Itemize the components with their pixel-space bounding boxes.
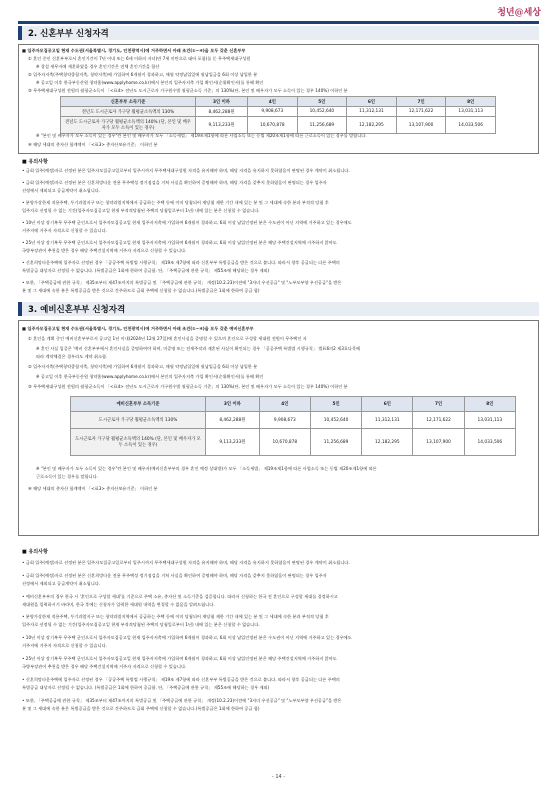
notice-bullet: • 25년 이상 장기복무 무주택 군인으로서 입주자모집공고일 현재 입주자저축에 가입하여 6개월이 경과하고, 6회 이상 납입인정된 분은 해당 주택건설지역에 거주하지 않아도 bbox=[22, 656, 337, 661]
notice-bullet: 세대원을 입력하시기 바라며, 한국 후에는 신청자가 입력한 세대원 내역을 변경할 수 없음을 알려드립니다. bbox=[22, 602, 215, 607]
table-cell: 10,670,878 bbox=[247, 117, 297, 134]
table-header-cell: 8인 bbox=[446, 97, 496, 107]
notice-bullet: • 분양가상한제 적용주택, 투기과열지구 또는 청약과열지역에서 공급하는 주택 등에 이미 당첨되어 재당첨 제한 기간 내에 있는 분 및 그 세대에 속한 분과 부적격 당첨 후 bbox=[22, 614, 329, 619]
table-cell: 13,031,113 bbox=[446, 107, 496, 117]
table-cell: 11,256,689 bbox=[297, 117, 347, 134]
table-header-cell: 7인 bbox=[413, 397, 464, 412]
notice-bullet: 거주지에 거주자 자격으로 신청할 수 있습니다. bbox=[22, 643, 107, 648]
notice-bullet: 특별공급 대상자로 선정될 수 없습니다. (특별공급은 1회에 한하여 공급함. 단, 「주택공급에 관한 규칙」 제55조에 해당하는 경우 제외) bbox=[22, 685, 270, 690]
table-cell: 14,033,506 bbox=[464, 429, 515, 456]
notice-bullet: • 25년 이상 장기복무 무주택 군인으로서 입주자모집공고일 현재 입주자저축에 가입하여 6개월이 경과하고, 6회 이상 납입인정된 분은 해당 주택건설지역에 거주하지 않아도 bbox=[22, 240, 337, 245]
requirement-line: ■ 입주자모집공고일 현재 수도권(서울특별시, 경기도, 인천광역시)에 거주하면서 아래 조건(①~④)을 모두 갖춘 예비신혼부부 bbox=[22, 326, 254, 331]
requirement-line: ■ 입주자모집공고일 현재 수도권(서울특별시, 경기도, 인천광역시)에 거주하면서 아래 조건(①~④)을 모두 갖춘 신혼부부 bbox=[22, 48, 246, 53]
table-header-cell: 4인 bbox=[247, 97, 297, 107]
table-cell: 9,908,673 bbox=[247, 107, 297, 117]
income-table-prenewlywed bbox=[70, 396, 516, 456]
table-header-cell: 6인 bbox=[347, 97, 397, 107]
requirement-line: ④ 해당 세대의 총자산 합계액이 「<표3> 총자산보유기준」 이하인 분 bbox=[28, 142, 158, 147]
requirement-note: ※ 혼인 사실 입증은 '예비 신혼부부에서 혼인사실을 증명하여야 하며, 미증명 또는 전세주작과 재혼된 사실이 확인되는 경우 「공공주택 특별법 시행규칙」 별표6의2 제3호다목에 bbox=[36, 346, 361, 351]
notice-bullet: • 예비신혼부부의 경우 한국 시 '혼인으로 구성할 세대'를 기준으로 주택 소유, 총자산 및 소득기준을 검증합니다. 따라서 신청하는 한국 전 혼인으로 구성할 세대를 결정하시고 bbox=[22, 594, 338, 599]
notice-bullet: 특별공급 대상자로 선정될 수 없습니다. (특별공급은 1회에 한하여 공급함. 단, 「주택공급에 관한 규칙」 제55조에 해당하는 경우 제외) bbox=[22, 268, 270, 273]
notice-bullet: • 신혼희망타운주택에 입주자로 선정된 경우 「공공주택 특별법 시행규칙」 제19조 제7항에 따라 신혼부부 특별공급을 받은 것으로 봅니다. 따라서 향후 공급되는 다른 주택의 bbox=[22, 677, 340, 682]
table-cell: 전년도 도시근로자 가구당 월평균소득액의 130% bbox=[61, 107, 196, 117]
page-number: - 14 - bbox=[271, 774, 286, 780]
notice-bullet: 분 및 그 세대에 속한 분은 특별공급을 받은 것으로 간주하므로 금회 주택에 신청할 수 없습니다.(특별공급은 1회에 한하여 공급 함) bbox=[22, 706, 260, 711]
table-cell: 9,908,673 bbox=[259, 412, 310, 429]
section-heading-newlywed bbox=[18, 26, 539, 40]
requirement-line: ② 입주자저축(주택청약종합저축, 청약저축)에 가입하여 6개월이 경과하고, 매월 약정납입일에 월납입금을 6회 이상 납입한 분 bbox=[28, 364, 258, 369]
table-cell: 13,107,900 bbox=[413, 429, 464, 456]
requirement-line: ③ 무주택세대구성원 전원의 월평균소득이 「<표4> 전년도 도시근로자 가구원수별 월평균소득 기준」의 130%(단, 본인 및 배우자가 모두 소득이 있는 경우 140%) 이하인 분 bbox=[28, 384, 348, 389]
income-note: 근로소득이 있는 경우를 말합니다. bbox=[36, 474, 98, 479]
requirement-line: ② 입주자저축(주택청약종합저축, 청약저축)에 가입하여 6개월이 경과하고, 매월 약정납입일에 월납입금을 6회 이상 납입한 분 bbox=[28, 72, 258, 77]
table-header-row bbox=[71, 397, 516, 412]
notice-heading: ■ 유의사항 bbox=[22, 159, 48, 165]
notice-bullet: 거주지에 거주자 자격으로 신청할 수 있습니다. bbox=[22, 228, 107, 233]
notice-heading: ■ 유의사항 bbox=[22, 549, 48, 555]
table-cell: 12,182,295 bbox=[347, 117, 397, 134]
table-header-cell: 7인 bbox=[396, 97, 446, 107]
notice-bullet: • 금회 입주(예정)자로 선정된 분은 신혼희망타운 전용 무주택성 정기점검을 거쳐 사실을 확인하여 증명해야 하며, 해당 자격을 갖추지 못하였음이 판명되는 경우 입주자 bbox=[22, 180, 327, 185]
table-cell: 13,107,900 bbox=[396, 117, 446, 134]
income-note: ※ "본인 및 배우자가 모두 소득이 있는 경우"란 본인 및 배우자가 모두 「소득세법」 제19조제1항에 따른 사업소득 또는 동법 제20조제1항에 따른 근로소득이 있는 경우를 말합니다. bbox=[36, 133, 367, 138]
notice-bullet: 선정에서 제외되고 공급계약이 취소됩니다. bbox=[22, 581, 101, 586]
table-cell: 10,452,640 bbox=[310, 412, 361, 429]
table-cell: 14,033,506 bbox=[446, 117, 496, 134]
header-rule bbox=[18, 21, 539, 24]
table-cell: 12,171,622 bbox=[413, 412, 464, 429]
requirement-note: 따라 계약체결은 경우라도 계약 취소함. bbox=[36, 354, 108, 359]
section-heading-prenewlywed bbox=[18, 302, 539, 316]
section-title: 2. 신혼부부 신청자격 bbox=[28, 29, 109, 39]
table-header-cell: 예비신혼부부 소득기준 bbox=[71, 397, 206, 412]
notice-bullet: 선정에서 제외되고 공급계약이 취소됩니다. bbox=[22, 188, 101, 193]
table-cell: 도시근로자 가구당 월평균소득액의 130% bbox=[71, 412, 206, 429]
requirement-note: ※ 창설 세무자에 재혼하였을 경우 혼인기간은 전체 혼인기간을 합산 bbox=[36, 64, 160, 69]
requirement-line: ④ 해당 세대의 총자산 합계액이 「<표3> 총자산보유기준」 이하인 분 bbox=[28, 486, 158, 491]
requirement-line: ① 혼인을 계획 중인 예비신혼부부로서 공고일 1년 이내(2024년 12월 27일)에 혼인사실을 증명할 수 있으며 혼인으로 구성할 세대원 전원이 무주택인 자 bbox=[28, 336, 307, 341]
notice-bullet: 국방부장관이 추천을 받은 경우 해당 주택건설지역에 거주자 자격으로 신청할 수 있습니다. bbox=[22, 248, 187, 253]
requirement-note: ※ 공고일 이후 한국부동산원 청약홈(www.applyhome.co.kr)에서 본인의 입주자저축 가입 확인서(순위확인서)를 통해 확인 bbox=[36, 80, 264, 85]
table-cell: 11,256,689 bbox=[310, 429, 361, 456]
requirement-note: ※ 공고일 이후 한국부동산원 청약홈(www.applyhome.co.kr)에서 본인의 입주자저축 가입 확인서(순위확인서)를 통해 확인 bbox=[36, 374, 264, 379]
notice-bullet: • 또한, 「주택공급에 관한 규칙」 제35조부터 제47조까지의 특별공급 및 「주택공급에 관한 규칙」 개정(10.2.23)이전에 "3자녀 우선공급" 및 "노부모부양 우선공급"을 받은 bbox=[22, 698, 342, 703]
table-row bbox=[61, 117, 496, 134]
table-header-cell: 3인 이하 bbox=[206, 397, 260, 412]
notice-bullet: 입주자로 선정될 수 없는 기간(입주자모집공고일 현재 부적격당첨된 주택의 당첨일로부터 1년) 내에 있는 분은 신청할 수 없습니다. bbox=[22, 622, 260, 627]
brand-logo: 청년@세상 bbox=[497, 8, 541, 18]
table-row bbox=[71, 412, 516, 429]
table-row bbox=[61, 107, 496, 117]
table-header-cell: 8인 bbox=[464, 397, 515, 412]
table-header-cell: 5인 bbox=[297, 97, 347, 107]
income-table-newlywed bbox=[60, 96, 496, 134]
table-header-cell: 6인 bbox=[362, 397, 413, 412]
table-cell: 8,462,288원 bbox=[196, 107, 248, 117]
notice-bullet: • 10년 이상 장기복무 무주택 군인으로서 입주자모집공고일 현재 입주자저축에 가입하여 6개월이 경과하고, 6회 이상 납입인정된 분은 수도권이 아닌 지역에 거주하고 있는 경우에도 bbox=[22, 220, 352, 225]
table-cell: 9,113,233원 bbox=[206, 429, 260, 456]
notice-bullet: • 금회 입주(예정)자로 선정된 분은 신혼희망타운 전용 무주택성 정기점검을 거쳐 사실을 확인하여 증명해야 하며, 해당 자격을 갖추지 못하였음이 판명되는 경우 입주자 bbox=[22, 573, 327, 578]
section-title: 3. 예비신혼부부 신청자격 bbox=[28, 305, 126, 315]
notice-bullet: • 금회 입주(예정)자로 선정된 분은 입주자모집공고일로부터 입주시까지 무주택세대구성원 자격을 유지해야 하며, 해당 자격을 유지하지 못하였음이 판명된 경우 계약이 취소됩니다. bbox=[22, 168, 350, 173]
notice-bullet: • 금회 입주(예정)자로 선정된 분은 입주자모집공고일로부터 입주시까지 무주택세대구성원 자격을 유지해야 하며, 해당 자격을 유지하지 못하였음이 판명된 경우 계약이 취소됩니다. bbox=[22, 560, 350, 565]
table-cell: 11,312,131 bbox=[362, 412, 413, 429]
table-cell: 12,182,295 bbox=[362, 429, 413, 456]
table-cell: 12,171,622 bbox=[396, 107, 446, 117]
table-cell: 11,312,131 bbox=[347, 107, 397, 117]
notice-bullet: 국방부장관이 추천을 받은 경우 해당 주택건설지역에 거주자 자격으로 신청할 수 있습니다. bbox=[22, 664, 187, 669]
table-header-row bbox=[61, 97, 496, 107]
table-row bbox=[71, 429, 516, 456]
notice-bullet: • 10년 이상 장기복무 무주택 군인으로서 입주자모집공고일 현재 입주자저축에 가입하여 6개월이 경과하고, 6회 이상 납입인정된 분은 수도권이 아닌 지역에 거주하고 있는 경우에도 bbox=[22, 635, 352, 640]
table-cell: 10,452,640 bbox=[297, 107, 347, 117]
notice-bullet: 분 및 그 세대에 속한 분은 특별공급을 받은 것으로 간주하므로 금회 주택에 신청할 수 없습니다.(특별공급은 1회에 한하여 공급 함) bbox=[22, 288, 260, 293]
table-cell: 전년도 도시근로자 가구당 월평균소득액의 140% (단, 본인 및 배우자가 모두 소득이 있는 경우) bbox=[61, 117, 196, 134]
requirement-line: ① 혼인 중인 신혼부부로서 혼인기간이 7년 이내 또는 6세 이하의 자녀(만 7세 미만으로 태아 포함)를 둔 무주택세대구성원 bbox=[28, 56, 251, 61]
table-header-cell: 신혼부부 소득기준 bbox=[61, 97, 196, 107]
table-cell: 10,670,878 bbox=[259, 429, 310, 456]
table-cell: 13,031,113 bbox=[464, 412, 515, 429]
notice-bullet: 입주자로 선정될 수 없는 기간(입주자모집공고일 현재 부적격당첨된 주택의 당첨일로부터 1년) 내에 있는 분은 신청할 수 없습니다. bbox=[22, 208, 260, 213]
table-header-cell: 5인 bbox=[310, 397, 361, 412]
requirement-line: ③ 무주택세대구성원 전원의 월평균소득이 「<표4> 전년도 도시근로자 가구원수별 월평균소득 기준」의 130%(단, 본인 및 배우자가 모두 소득이 있는 경우 140%) 이하인 분 bbox=[28, 88, 348, 93]
table-cell: 도시근로자 가구당 월평균소득액의 140% (단, 본인 및 배우자가 모두 소득이 있는 경우) bbox=[71, 429, 206, 456]
table-cell: 9,113,233원 bbox=[196, 117, 248, 134]
notice-bullet: • 분양가상한제 적용주택, 투기과열지구 또는 청약과열지역에서 공급하는 주택 등에 이미 당첨되어 재당첨 제한 기간 내에 있는 분 및 그 세대에 속한 분과 부적격 당첨 후 bbox=[22, 200, 329, 205]
table-header-cell: 4인 bbox=[259, 397, 310, 412]
notice-bullet: • 신혼희망타운주택에 입주자로 선정된 경우 「공공주택 특별법 시행규칙」 제19조 제7항에 따라 신혼부부 특별공급을 받은 것으로 봅니다. 따라서 향후 공급되는 다른 주택의 bbox=[22, 260, 340, 265]
income-note: ※ "본인 및 배우자가 모두 소득이 있는 경우"란 본인 및 배우자(예비신혼부부의 경우 혼인 예정 상대방)가 모두 「소득세법」 제19조제1항에 따른 사업소득 또는 동법 제20조제1항에 따른 bbox=[36, 466, 377, 471]
table-header-cell: 3인 이하 bbox=[196, 97, 248, 107]
notice-bullet: • 또한, 「주택공급에 관한 규칙」 제35조부터 제47조까지의 특별공급 및 「주택공급에 관한 규칙」 개정(10.2.23)이전에 "3자녀 우선공급" 및 "노부모부양 우선공급"을 받은 bbox=[22, 280, 342, 285]
table-cell: 8,462,288원 bbox=[206, 412, 260, 429]
